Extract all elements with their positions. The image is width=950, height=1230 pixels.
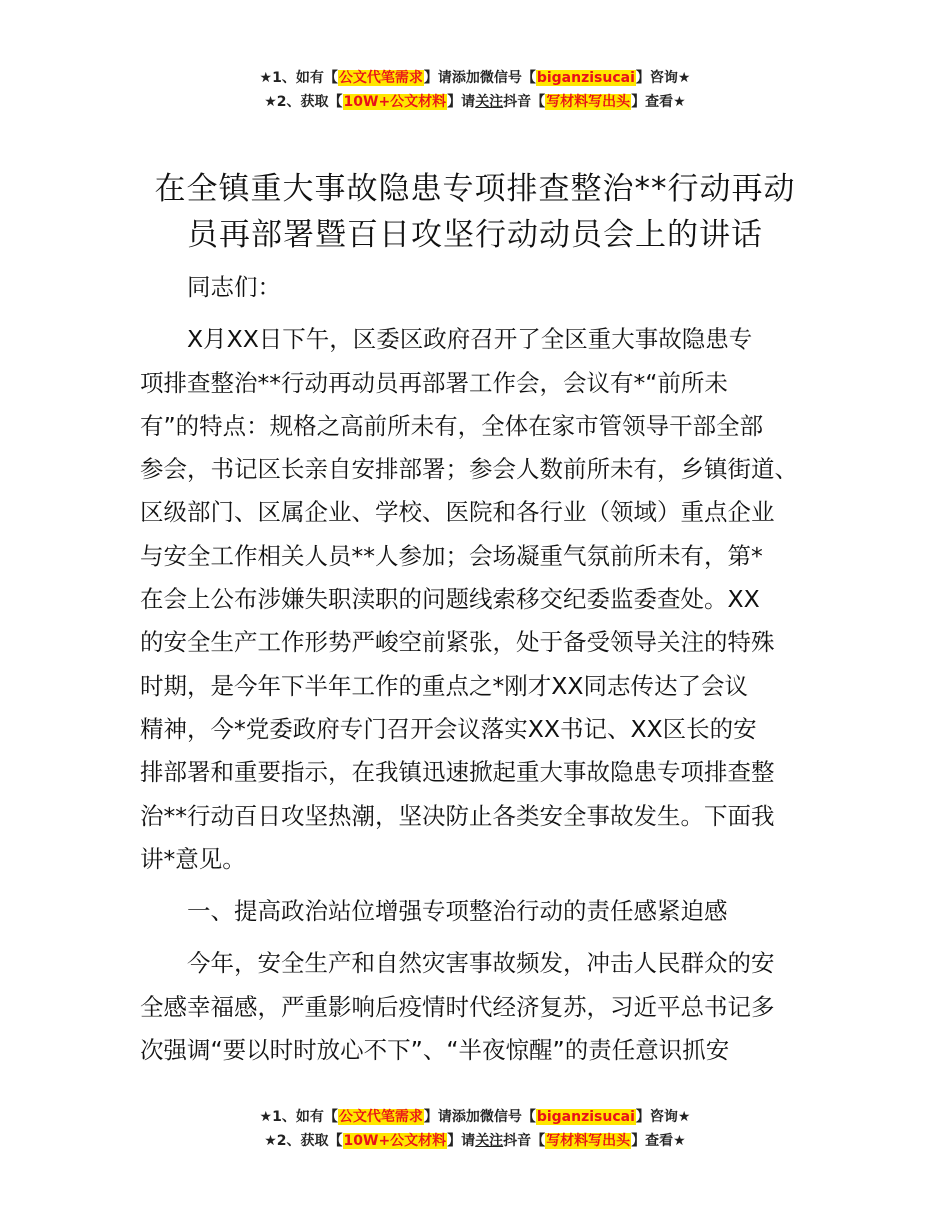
notice-text: 抖音【 xyxy=(503,1133,546,1149)
highlight-wechat-id: biganzisucai xyxy=(536,1109,635,1125)
text-line: X月XX日下午，区委区政府召开了全区重大事故隐患专 xyxy=(187,325,753,354)
notice-text: 抖音【 xyxy=(503,94,546,110)
notice-line-2 xyxy=(0,90,950,114)
highlight-materials: 10W+公文材料 xyxy=(343,94,447,110)
notice-text: 】请 xyxy=(447,94,476,110)
notice-text: ★1、如有【 xyxy=(259,70,338,86)
notice-line-1 xyxy=(0,66,950,90)
text-line: 次强调“要以时时放心不下”、“半夜惊醒”的责任意识抓安 xyxy=(140,1036,730,1065)
title-line-2: 员再部署暨百日攻坚行动动员会上的讲话 xyxy=(187,217,763,253)
highlight-materials: 10W+公文材料 xyxy=(343,1133,447,1149)
text-line: 与安全工作相关人员**人参加；会场凝重气氛前所未有，第* xyxy=(140,541,763,570)
notice-text: ★1、如有【 xyxy=(259,1109,338,1125)
greeting: 同志们： xyxy=(187,273,281,301)
text-line: 排部署和重要指示，在我镇迅速掀起重大事故隐患专项排查整 xyxy=(140,758,775,787)
text-line: 有”的特点：规格之高前所未有，全体在家市管领导干部全部 xyxy=(140,411,764,440)
highlight-account: 写材料写出头 xyxy=(546,1133,631,1149)
notice-text: 】查看★ xyxy=(631,1133,686,1149)
follow-text: 关注 xyxy=(475,1133,504,1149)
notice-line-1 xyxy=(0,1105,950,1129)
paragraph-2 xyxy=(140,942,816,1072)
notice-text: 】请 xyxy=(447,1133,476,1149)
bottom-notice-banner xyxy=(0,1105,950,1153)
highlight-account: 写材料写出头 xyxy=(546,94,631,110)
highlight-service: 公文代笔需求 xyxy=(338,1109,423,1125)
notice-text: 】咨询★ xyxy=(635,70,691,86)
text-line: 项排查整治**行动再动员再部署工作会，会议有*“前所未 xyxy=(140,368,728,397)
text-line: 的安全生产工作形势严峻空前紧张，处于备受领导关注的特殊 xyxy=(140,628,775,657)
notice-text: 】请添加微信号【 xyxy=(423,1109,536,1125)
follow-text: 关注 xyxy=(475,94,504,110)
notice-text: 】查看★ xyxy=(631,94,686,110)
top-notice-banner xyxy=(0,66,950,114)
text-line: 讲*意见。 xyxy=(140,844,246,873)
text-line: 区级部门、区属企业、学校、医院和各行业（领域）重点企业 xyxy=(140,498,775,527)
notice-text: ★2、获取【 xyxy=(264,1133,343,1149)
text-line: 全感幸福感，严重影响后疫情时代经济复苏，习近平总书记多 xyxy=(140,992,775,1021)
text-line: 时期，是今年下半年工作的重点之*刚才XX同志传达了会议 xyxy=(140,671,748,700)
text-line: 精神，今*党委政府专门召开会议落实XX书记、XX区长的安 xyxy=(140,714,757,743)
text-line: 今年，安全生产和自然灾害事故频发，冲击人民群众的安 xyxy=(187,949,775,978)
text-line: 参会，书记区长亲自安排部署；参会人数前所未有，乡镇街道、 xyxy=(140,455,798,484)
paragraph-1 xyxy=(140,318,816,881)
highlight-wechat-id: biganzisucai xyxy=(536,70,635,86)
title-line-1: 在全镇重大事故隐患专项排查整治**行动再动 xyxy=(154,171,796,207)
highlight-service: 公文代笔需求 xyxy=(338,70,423,86)
notice-line-2 xyxy=(0,1129,950,1153)
text-line: 在会上公布涉嫌失职渎职的问题线索移交纪委监委查处。XX xyxy=(140,585,760,614)
notice-text: 】请添加微信号【 xyxy=(423,70,536,86)
section-heading-1: 一、提高政治站位增强专项整治行动的责任感紧迫感 xyxy=(187,897,728,926)
notice-text: 】咨询★ xyxy=(635,1109,691,1125)
notice-text: ★2、获取【 xyxy=(264,94,343,110)
document-body xyxy=(140,266,816,1081)
document-title xyxy=(0,166,950,258)
text-line: 治**行动百日攻坚热潮，坚决防止各类安全事故发生。下面我 xyxy=(140,801,775,830)
